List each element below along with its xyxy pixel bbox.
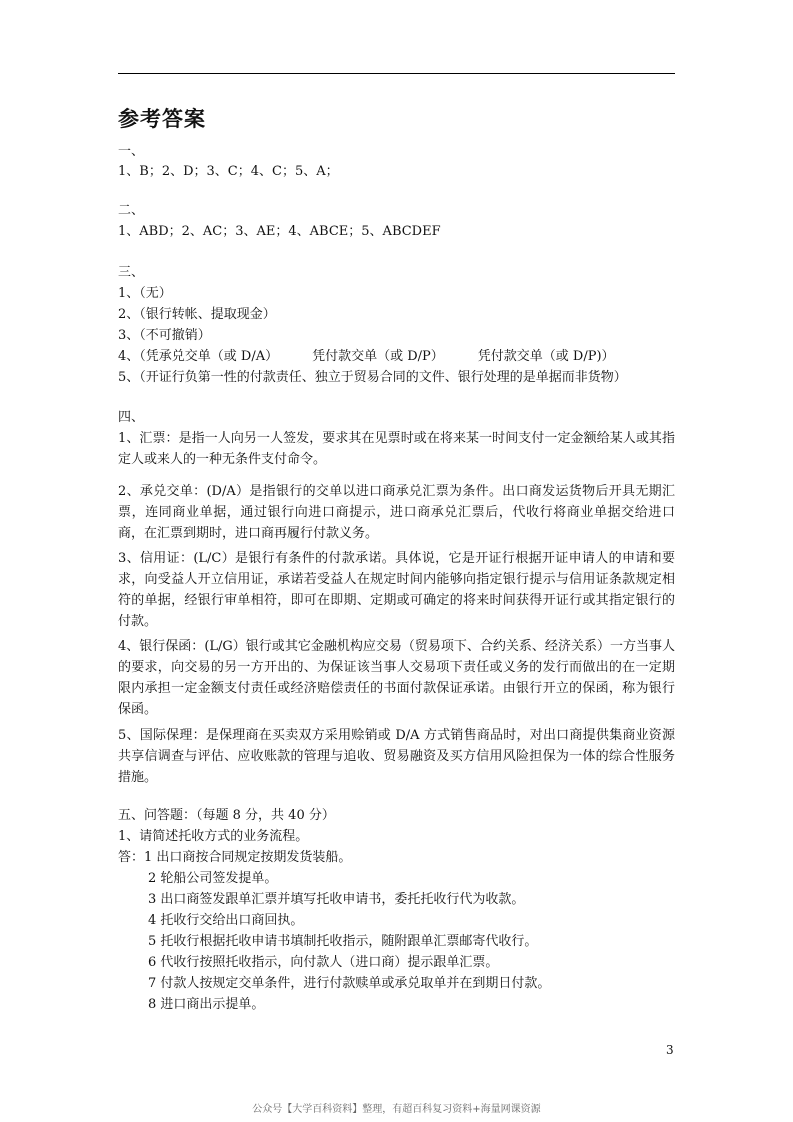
section-3-answer-2: 2、（银行转帐、提取现金） [118, 307, 276, 322]
definition-letter-of-credit: 3、信用证：(L/C）是银行有条件的付款承诺。具体说，它是开证行根据开证申请人的申请和要求，向受益人开立信用证，承诺若受益人在规定时间内能够向指定银行提示与信用证条款规定相符的单据，经银行审单相符，即可在即期、定期或可确定的将来时间获得开证行或其指定银行的付款。 [118, 551, 675, 629]
answer-step-4: 4 托收行交给出口商回执。 [148, 913, 304, 928]
section-3-heading: 三、 [118, 265, 145, 280]
definition-international-factoring: 5、国际保理：是保理商在买卖双方采用赊销或 D/A 方式销售商品时，对出口商提供集商业资源共享信调查与评估、应收账款的管理与追收、贸易融资及买方信用风险担保为一体的综合性服务措施。 [118, 728, 675, 785]
answer-step-2: 2 轮船公司签发提单。 [148, 871, 278, 886]
definition-bill-of-exchange: 1、汇票：是指一人向另一人签发，要求其在见票时或在将来某一时间支付一定金额给某人或其指定人或来人的一种无条件支付命令。 [118, 431, 675, 467]
section-2-answers: 1、ABD；2、AC；3、AE；4、ABCE；5、ABCDEF [118, 224, 441, 239]
answer-step-1: 答：1 出口商按合同规定按期发货装船。 [118, 850, 352, 865]
answer-step-6: 6 代收行按照托收指示，向付款人（进口商）提示跟单汇票。 [148, 955, 499, 970]
answer-4-part-c: 凭付款交单（或 D/P)） [477, 349, 615, 364]
section-5-heading: 五、问答题：（每题 8 分，共 40 分） [118, 808, 335, 823]
section-1-answers: 1、B；2、D；3、C；4、C；5、A； [118, 164, 339, 179]
header-rule [118, 73, 675, 74]
section-4-heading: 四、 [118, 410, 145, 425]
section-3-answer-1: 1、（无） [118, 286, 172, 301]
answer-step-3: 3 出口商签发跟单汇票并填写托收申请书，委托托收行代为收款。 [148, 892, 525, 907]
answer-4-part-a: 4、（凭承兑交单（或 D/A） [118, 349, 279, 364]
footer-watermark: 公众号【大学百科资料】整理，有超百科复习资料+海量网课资源 [252, 1104, 541, 1115]
section-3-answer-5: 5、（开证行负第一性的付款责任、独立于贸易合同的文件、银行处理的是单据而非货物） [118, 370, 627, 385]
section-2-heading: 二、 [118, 203, 145, 218]
question-1: 1、请简述托收方式的业务流程。 [118, 829, 309, 844]
answer-step-8: 8 进口商出示提单。 [148, 997, 265, 1012]
section-1-heading: 一、 [118, 144, 145, 159]
answer-step-7: 7 付款人按规定交单条件，进行付款赎单或承兑取单并在到期日付款。 [148, 976, 551, 991]
definition-letter-of-guarantee: 4、银行保函：(L/G）银行或其它金融机构应交易（贸易项下、合约关系、经济关系）一方当事人的要求，向交易的另一方开出的、为保证该当事人交易项下责任或义务的发行而做出的在一定期限内承担一定金额支付责任或经济赔偿责任的书面付款保证承诺。由银行开立的保函，称为银行保函。 [118, 639, 675, 717]
answer-4-part-b: 凭付款交单（或 D/P） [312, 349, 444, 364]
page-number: 3 [666, 1043, 674, 1057]
definition-documents-against-acceptance: 2、承兑交单：(D/A）是指银行的交单以进口商承兑汇票为条件。出口商发运货物后开具无期汇票，连同商业单据，通过银行向进口商提示，进口商承兑汇票后，代收行将商业单据交给进口商，在汇票到期时，进口商再履行付款义务。 [118, 484, 675, 541]
section-3-answer-4 [118, 349, 615, 365]
page-title: 参考答案 [118, 106, 206, 131]
answer-step-5: 5 托收行根据托收申请书填制托收指示，随附跟单汇票邮寄代收行。 [148, 934, 538, 949]
section-3-answer-3: 3、（不可撤销） [118, 328, 211, 343]
